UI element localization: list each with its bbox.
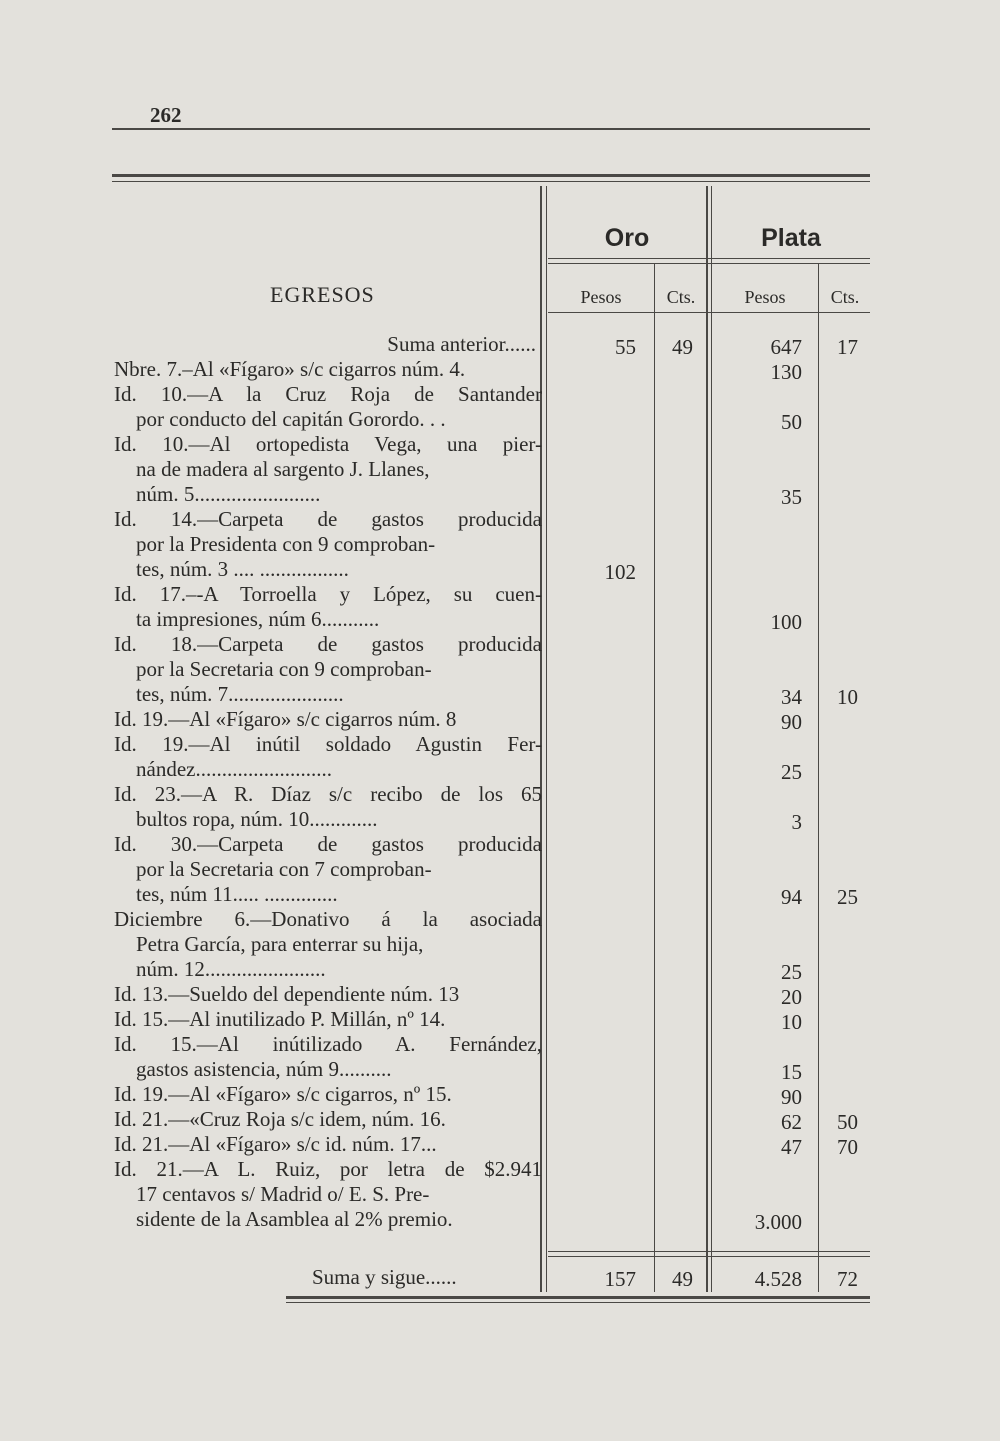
entry-line: Id. 18.—Carpeta de gastos producida xyxy=(114,632,542,656)
entry-line: sidente de la Asamblea al 2% premio. xyxy=(136,1207,453,1231)
sum-rule-2 xyxy=(548,1256,870,1257)
heading-underline xyxy=(548,258,870,259)
plata-pesos-value: 62 xyxy=(781,1110,802,1134)
oro-heading: Oro xyxy=(604,224,650,252)
plata-pesos-value: 647 xyxy=(770,335,802,359)
plata-pesos-value: 130 xyxy=(770,360,802,384)
oro-cts-heading: Cts. xyxy=(666,287,696,307)
plata-pesos-value: 90 xyxy=(781,1085,802,1109)
plata-pesos-value: 15 xyxy=(781,1060,802,1084)
plata-pesos-value: 3.000 xyxy=(754,1210,802,1234)
entry-line: Id. 19.—Al «Fígaro» s/c cigarros, nº 15. xyxy=(114,1082,452,1106)
entry-line: tes, núm. 7...................... xyxy=(136,682,344,706)
plata-pesos-value: 3 xyxy=(791,810,802,834)
entry-line: por la Presidenta con 9 comproban- xyxy=(136,532,436,556)
entry-descriptions xyxy=(114,332,542,1232)
heading-underline-2 xyxy=(548,263,870,264)
oro-plata-rule xyxy=(706,186,708,1292)
entry-line: Id. 21.—A L. Ruiz, por letra de $2.941 xyxy=(114,1157,542,1181)
plata-pesos-value: 90 xyxy=(781,710,802,734)
plata-pesos-value: 100 xyxy=(770,610,802,634)
plata-pesos-value: 94 xyxy=(781,885,802,909)
plata-cts-heading: Cts. xyxy=(830,287,860,307)
entry-line: na de madera al sargento J. Llanes, xyxy=(136,457,430,481)
page-number-rule xyxy=(112,128,870,130)
total-oro-cts: 49 xyxy=(672,1267,693,1291)
oro-cts-rule xyxy=(654,264,655,1292)
plata-pesos-heading: Pesos xyxy=(744,287,786,307)
plata-cts-value: 17 xyxy=(837,335,858,359)
entry-line: por conducto del capitán Gorordo. . . xyxy=(136,407,446,431)
table-bottom-rule-thin xyxy=(286,1302,870,1303)
entry-line: núm. 5........................ xyxy=(136,482,321,506)
page-number: 262 xyxy=(150,103,182,127)
total-plata-pesos: 4.528 xyxy=(754,1267,802,1291)
entry-line: por la Secretaria con 9 comproban- xyxy=(136,657,432,681)
entry-line: 17 centavos s/ Madrid o/ E. S. Pre- xyxy=(136,1182,430,1206)
plata-cts-value: 70 xyxy=(837,1135,858,1159)
plata-pesos-value: 10 xyxy=(781,1010,802,1034)
entry-line: Id. 15.—Al inutilizado P. Millán, nº 14. xyxy=(114,1007,446,1031)
entry-line: Diciembre 6.—Donativo á la asociada xyxy=(114,907,542,931)
plata-pesos-value: 35 xyxy=(781,485,802,509)
plata-pesos-value: 20 xyxy=(781,985,802,1009)
plata-pesos-value: 34 xyxy=(781,685,802,709)
entry-line: por la Secretaria con 7 comproban- xyxy=(136,857,432,881)
entry-line: Id. 19.—Al inútil soldado Agustin Fer- xyxy=(114,732,542,756)
oro-pesos-heading: Pesos xyxy=(580,287,622,307)
description-column-rule-2 xyxy=(546,186,547,1292)
oro-cts-value: 49 xyxy=(672,335,693,359)
plata-pesos-value: 50 xyxy=(781,410,802,434)
plata-cts-value: 25 xyxy=(837,885,858,909)
entry-line: Nbre. 7.–Al «Fígaro» s/c cigarros núm. 4. xyxy=(114,357,466,381)
entry-line: Id. 21.—«Cruz Roja s/c idem, núm. 16. xyxy=(114,1107,446,1131)
entry-line: Id. 23.—A R. Díaz s/c recibo de los 65 xyxy=(114,782,542,806)
plata-cts-value: 10 xyxy=(837,685,858,709)
total-oro-pesos: 157 xyxy=(604,1267,636,1291)
plata-pesos-value: 47 xyxy=(781,1135,802,1159)
table-top-rule xyxy=(112,174,870,177)
plata-pesos-value: 25 xyxy=(781,960,802,984)
entry-line: tes, núm 11..... .............. xyxy=(136,882,338,906)
section-title: EGRESOS xyxy=(270,282,375,307)
entry-line: Id. 10.—A la Cruz Roja de Santander xyxy=(114,382,542,406)
total-label: Suma y sigue...... xyxy=(312,1265,457,1289)
plata-heading: Plata xyxy=(761,224,821,252)
sum-rule xyxy=(548,1251,870,1252)
entry-line: Id. 14.—Carpeta de gastos producida xyxy=(114,507,542,531)
entry-line: bultos ropa, núm. 10............. xyxy=(136,807,378,831)
subheading-underline xyxy=(548,312,870,313)
entry-line: nández.......................... xyxy=(136,757,332,781)
plata-cts-rule xyxy=(818,264,819,1292)
entry-line: Id. 10.—Al ortopedista Vega, una pier- xyxy=(114,432,542,456)
oro-pesos-value: 55 xyxy=(615,335,636,359)
entry-line: gastos asistencia, núm 9.......... xyxy=(136,1057,392,1081)
entry-line: Suma anterior...... xyxy=(387,332,536,356)
entry-line: ta impresiones, núm 6........... xyxy=(136,607,380,631)
entry-line: Id. 15.—Al inútilizado A. Fernández, xyxy=(114,1032,542,1056)
oro-pesos-value: 102 xyxy=(604,560,636,584)
total-plata-cts: 72 xyxy=(837,1267,858,1291)
entry-line: Id. 30.—Carpeta de gastos producida xyxy=(114,832,542,856)
entry-line: Id. 13.—Sueldo del dependiente núm. 13 xyxy=(114,982,460,1006)
entry-line: Id. 19.—Al «Fígaro» s/c cigarros núm. 8 xyxy=(114,707,457,731)
entry-line: Petra García, para enterrar su hija, xyxy=(136,932,424,956)
table-bottom-rule xyxy=(286,1296,870,1299)
entry-line: núm. 12....................... xyxy=(136,957,326,981)
entry-line: Id. 17.–-A Torroella y López, su cuen- xyxy=(114,582,542,606)
table-top-rule-thin xyxy=(112,181,870,182)
plata-cts-value: 50 xyxy=(837,1110,858,1134)
entry-line: tes, núm. 3 .... ................. xyxy=(136,557,349,581)
entry-line: Id. 21.—Al «Fígaro» s/c id. núm. 17... xyxy=(114,1132,437,1156)
plata-pesos-value: 25 xyxy=(781,760,802,784)
